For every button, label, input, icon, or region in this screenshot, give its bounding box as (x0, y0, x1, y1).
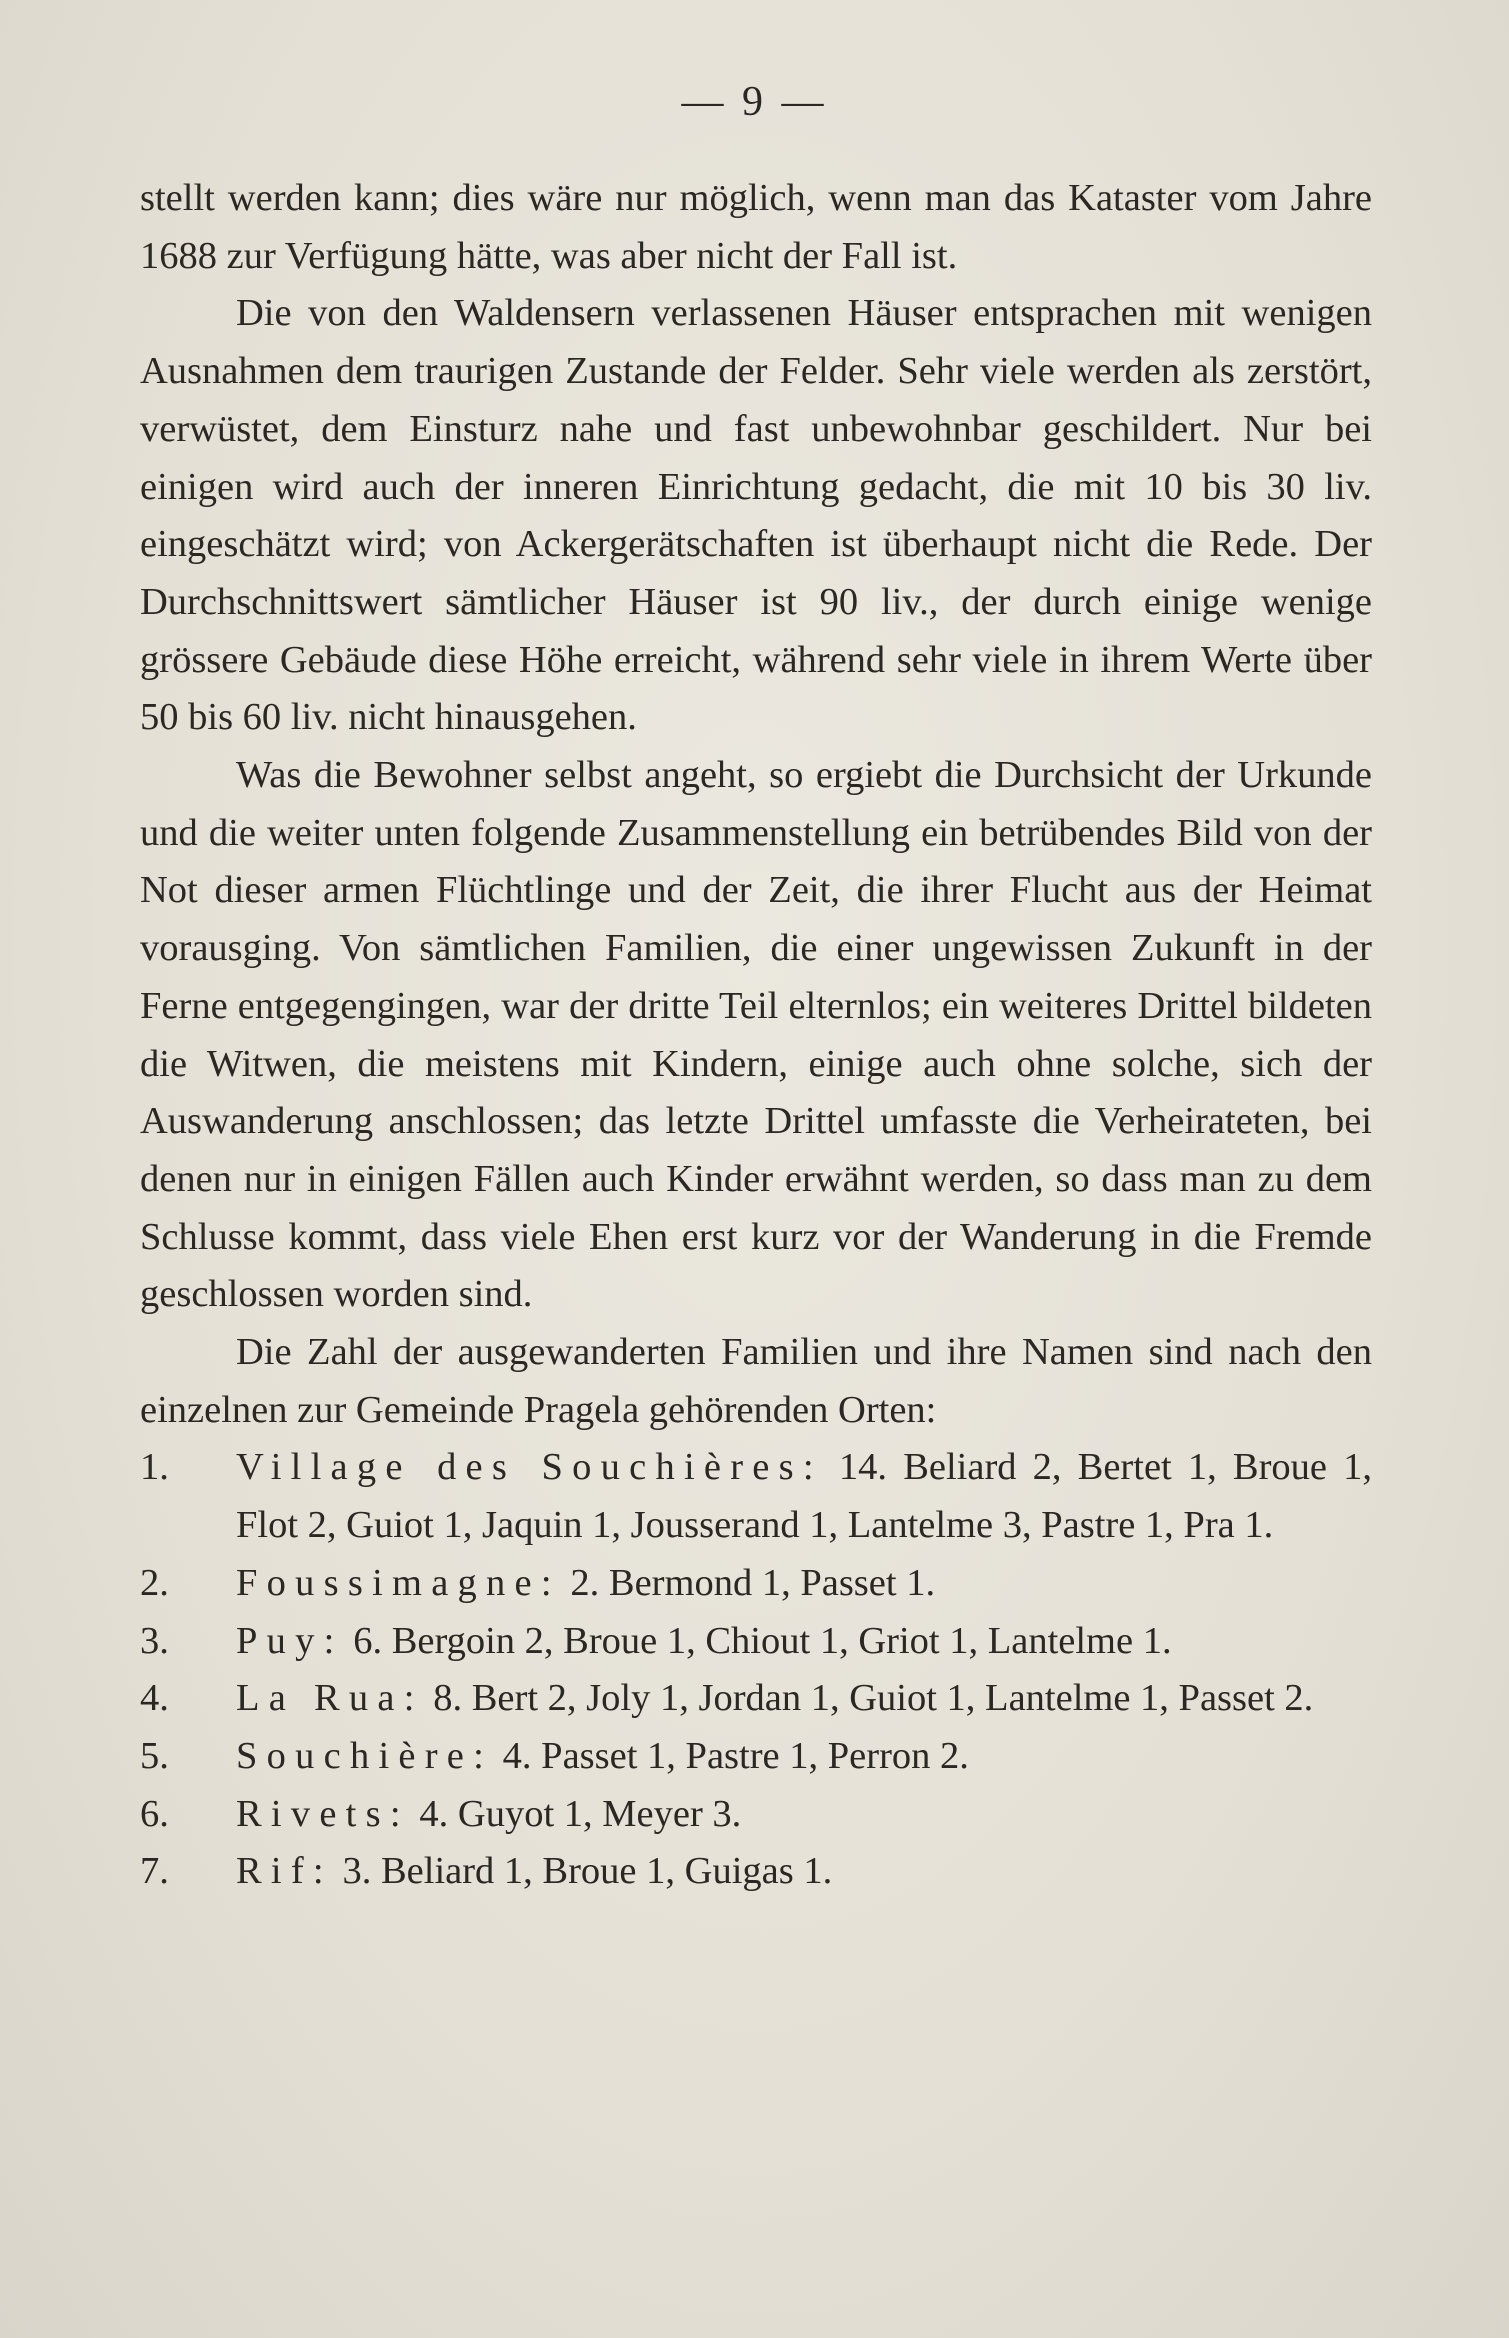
place-number: 5. (140, 1734, 169, 1777)
place-families: 8. Bert 2, Joly 1, Jordan 1, Guiot 1, Lantelme 1, Passet 2. (433, 1677, 1314, 1720)
place-name: Puy: (236, 1619, 344, 1662)
place-name: Village des Souchières: (236, 1446, 823, 1489)
place-number: 3. (140, 1619, 169, 1662)
paragraph-4: Die Zahl der ausgewanderten Familien und ihre Namen sind nach den einzelnen zur Gemeinde Pragela gehörenden Orten: (140, 1331, 1372, 1431)
place-item-1 (140, 1439, 1372, 1554)
place-families: 2. Bermond 1, Passet 1. (570, 1561, 936, 1604)
place-number: 6. (140, 1792, 169, 1835)
place-name: Foussimagne: (236, 1561, 561, 1604)
place-item-6 (140, 1786, 1372, 1844)
place-name: Souchière: (236, 1734, 494, 1777)
place-name: Rivets: (236, 1792, 410, 1835)
place-name: La Rua: (236, 1677, 424, 1720)
place-name: Rif: (236, 1850, 333, 1893)
place-families: 6. Bergoin 2, Broue 1, Chiout 1, Griot 1, Lantelme 1. (353, 1619, 1172, 1662)
place-families: 4. Passet 1, Pastre 1, Perron 2. (502, 1734, 969, 1777)
paragraph-3: Was die Bewohner selbst angeht, so ergiebt die Durchsicht der Urkunde und die weiter unten folgende Zusammenstellung ein betrübendes Bild von der Not dieser armen Flüchtlinge und der Zeit, die ihrer Flucht aus der Heimat vorausging. Von sämtlichen Familien, die einer ungewissen Zukunft in der Ferne entgegengingen, war der dritte Teil elternlos; ein weiteres Drittel bildeten die Witwen, die meistens mit Kindern, einige auch ohne solche, sich der Auswanderung anschlossen; das letzte Drittel umfasste die Verheirateten, bei denen nur in einigen Fällen auch Kinder erwähnt werden, so dass man zu dem Schlusse kommt, dass viele Ehen erst kurz vor der Wanderung in die Fremde geschlossen worden sind. (140, 754, 1372, 1316)
place-families: 4. Guyot 1, Meyer 3. (419, 1792, 742, 1835)
place-item-2 (140, 1555, 1372, 1613)
page-body (140, 170, 1372, 1901)
place-families: 3. Beliard 1, Broue 1, Guigas 1. (342, 1850, 833, 1893)
place-number: 4. (140, 1677, 169, 1720)
place-item-5 (140, 1728, 1372, 1786)
place-number: 2. (140, 1561, 169, 1604)
page-number: — 9 — (681, 79, 828, 125)
place-number: 1. (140, 1446, 169, 1489)
place-item-3 (140, 1613, 1372, 1671)
place-number: 7. (140, 1850, 169, 1893)
place-families: 14. Beliard 2, Bertet 1, Broue 1, Flot 2, Guiot 1, Jaquin 1, Jousserand 1, Lantelme 3, Pastre 1, Pra 1. (236, 1446, 1373, 1547)
place-item-7 (140, 1843, 1372, 1901)
place-item-4 (140, 1670, 1372, 1728)
paragraph-2: Die von den Waldensern verlassenen Häuser entsprachen mit wenigen Ausnahmen dem traurigen Zustande der Felder. Sehr viele werden als zerstört, verwüstet, dem Einsturz nahe und fast unbewohnbar geschildert. Nur bei einigen wird auch der inneren Einrichtung gedacht, die mit 10 bis 30 liv. eingeschätzt wird; von Ackergerätschaften ist überhaupt nicht die Rede. Der Durchschnittswert sämtlicher Häuser ist 90 liv., der durch einige wenige grössere Gebäude diese Höhe erreicht, während sehr viele in ihrem Werte über 50 bis 60 liv. nicht hinausgehen. (140, 292, 1372, 739)
paragraph-1: stellt werden kann; dies wäre nur möglich, wenn man das Kataster vom Jahre 1688 zur Verfügung hätte, was aber nicht der Fall ist. (140, 177, 1372, 277)
